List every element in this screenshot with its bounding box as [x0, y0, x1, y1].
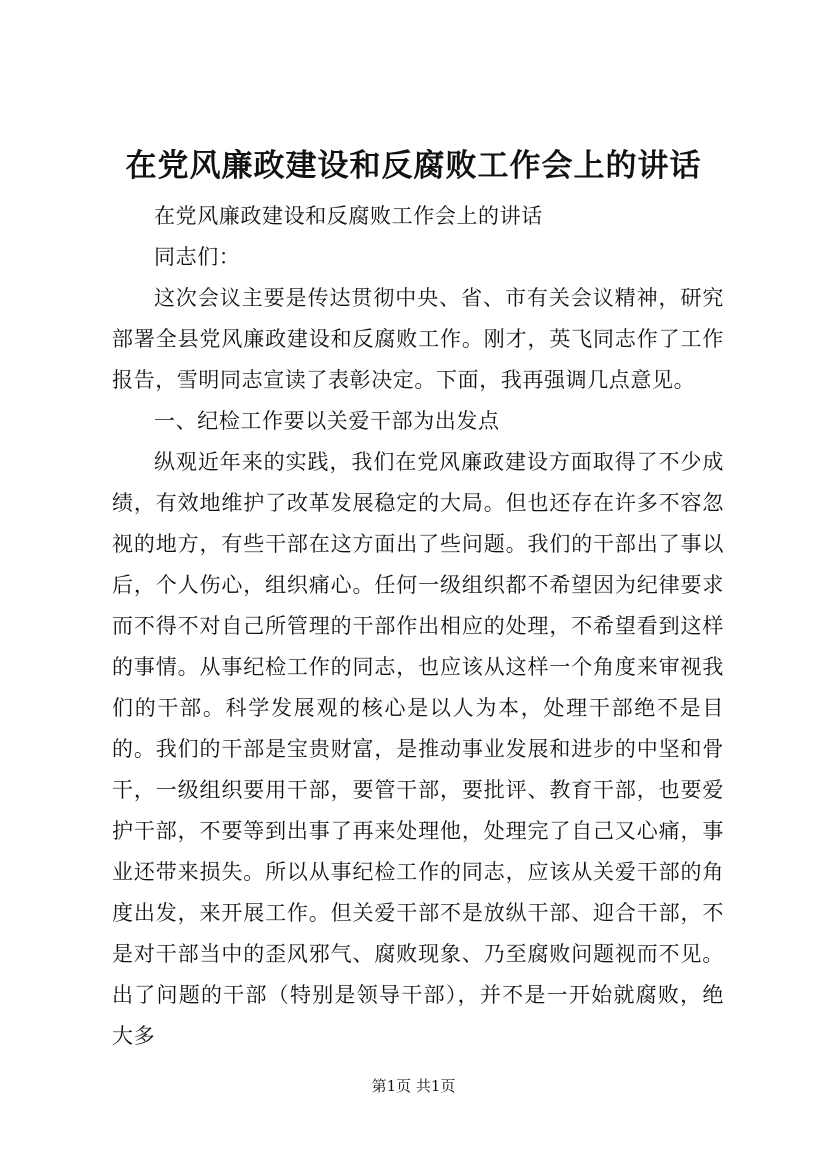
page-footer: 第1页 共1页 [371, 1077, 456, 1095]
paragraph-section-heading: 一、纪检工作要以关爱干部为出发点 [154, 409, 500, 433]
paragraph-section-body: 纵观近年来的实践，我们在党风廉政建设方面取得了不少成绩，有效地维护了改革发展稳定的大局。但也还存在许多不容忽视的地方，有些干部在这方面出了些问题。我们的干部出了事以后，个人伤心，组织痛心。任何一级组织都不希望因为纪律要求而不得不对自己所管理的干部作出相应的处理，不希望看到这样的事情。从事纪检工作的同志，也应该从这样一个角度来审视我们的干部。科学发展观的核心是以人为本，处理干部绝不是目的。我们的干部是宝贵财富，是推动事业发展和进步的中坚和骨干，一级组织要用干部，要管干部，要批评、教育干部，也要爱护干部，不要等到出事了再来处理他，处理完了自己又心痛，事业还带来损失。所以从事纪检工作的同志，应该从关爱干部的角度出发，来开展工作。但关爱干部不是放纵干部、迎合干部，不是对干部当中的歪风邪气、腐败现象、乃至腐败问题视而不见。出了问题的干部（特别是领导干部），并不是一开始就腐败，绝大多 [112, 450, 724, 1048]
paragraph-intro: 这次会议主要是传达贯彻中央、省、市有关会议精神，研究部署全县党风廉政建设和反腐败工作。刚才，英飞同志作了工作报告，雪明同志宣读了表彰决定。下面，我再强调几点意见。 [112, 286, 724, 392]
paragraph-salutation: 同志们： [154, 245, 241, 269]
paragraph-repeated-title: 在党风廉政建设和反腐败工作会上的讲话 [154, 204, 543, 228]
document-body [112, 196, 724, 1057]
document-title: 在党风廉政建设和反腐败工作会上的讲话 [125, 148, 702, 184]
